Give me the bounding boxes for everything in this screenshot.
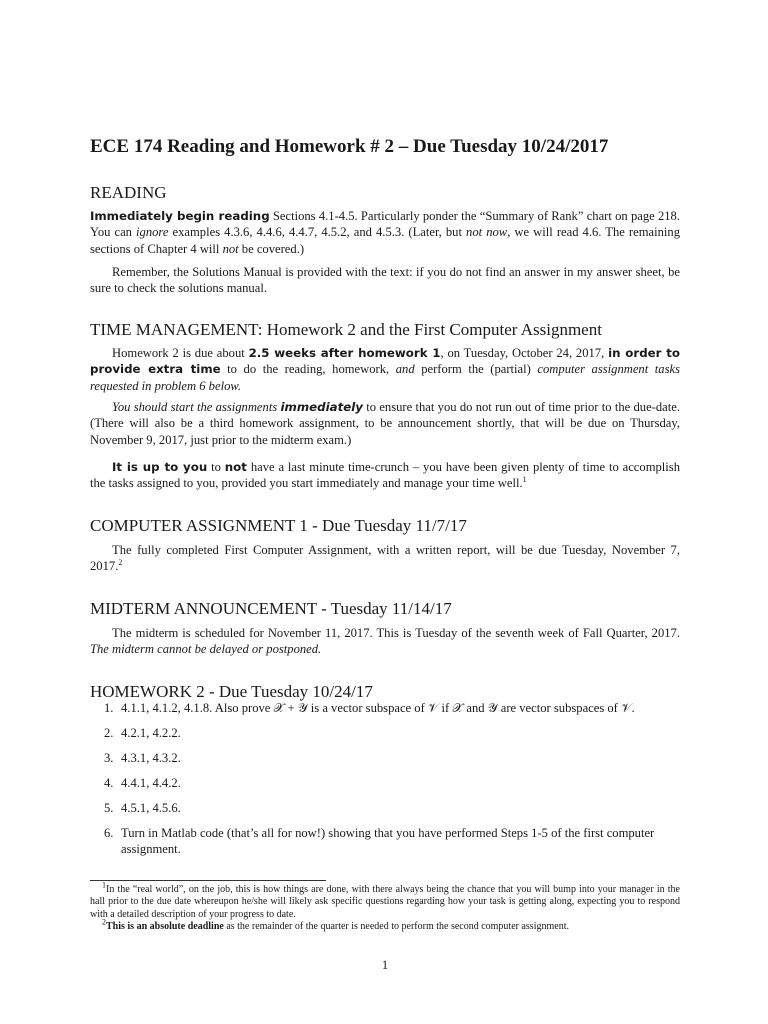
- list-item: [90, 700, 680, 716]
- item-text: Turn in Matlab code (that’s all for now!) showing that you have performed Steps 1-5 of the first computer assignment.: [121, 826, 655, 857]
- time-bold-4: It is up to you: [112, 460, 208, 474]
- footnote-2-bold: This is an absolute deadline: [106, 921, 224, 932]
- footnote-ref-1: 1: [522, 475, 527, 485]
- midterm-text: The midterm is scheduled for November 11, 2017. This is Tuesday of the seventh week of Fall Quarter, 2017.: [112, 626, 680, 640]
- time-text-1: Homework 2 is due about: [112, 346, 249, 360]
- item-number: 6.: [104, 826, 114, 840]
- list-item: [90, 825, 680, 858]
- reading-paragraph-1: [90, 208, 680, 257]
- item-number: 2.: [104, 726, 114, 740]
- item-number: 5.: [104, 801, 114, 815]
- time-paragraph-3: [90, 459, 680, 492]
- reading-italic-3: not: [222, 241, 239, 256]
- reading-italic-1: ignore: [136, 225, 169, 240]
- midterm-heading: MIDTERM ANNOUNCEMENT - Tuesday 11/14/17: [90, 599, 452, 618]
- time-paragraph-1: [90, 345, 680, 394]
- midterm-italic: The midterm cannot be delayed or postponed.: [90, 642, 322, 657]
- footnote-mark-2: 2: [102, 917, 106, 927]
- reading-paragraph-2: Remember, the Solutions Manual is provided with the text: if you do not find an answer in my answer sheet, be sure to check the solutions manual.: [90, 265, 680, 296]
- time-text-5: to ensure that you do not run out of time prior to the due-date. (There will also be a third homework assignment, to be announcement shortly, that will be due on Thursday, November 9, 2017, just prior to the midterm exam.): [90, 400, 681, 447]
- time-bold-1: 2.5 weeks after homework 1: [248, 346, 441, 360]
- list-item: [90, 725, 680, 741]
- footnote-2: [90, 917, 680, 933]
- time-text-7: have a last minute time-crunch – you have been given plenty of time to accomplish the tasks assigned to you, provided you start immediately and manage your time well.: [90, 460, 680, 491]
- reading-text-2: examples 4.3.6, 4.4.6, 4.4.7, 4.5.2, and 4.5.3. (Later, but: [168, 225, 467, 240]
- item-text: 4.4.1, 4.4.2.: [121, 776, 181, 790]
- footnote-divider: [90, 880, 326, 881]
- time-text-4: perform the (partial): [414, 362, 538, 377]
- time-text-2: , on Tuesday, October 24, 2017,: [440, 346, 609, 360]
- footnote-2-text: as the remainder of the quarter is needed to perform the second computer assignment.: [223, 921, 569, 932]
- item-text: 4.2.1, 4.2.2.: [121, 726, 181, 740]
- list-item: [90, 775, 680, 791]
- item-text: 4.1.1, 4.1.2, 4.1.8. Also prove 𝒳 + 𝒴 is a vector subspace of 𝒱 if 𝒳 and 𝒴 are vector subspaces of 𝒱.: [121, 701, 635, 715]
- reading-text-4: be covered.): [238, 241, 305, 256]
- time-italic-3: You should start the assignments: [112, 400, 281, 414]
- time-italic-1: and: [395, 362, 415, 377]
- computer-paragraph: [90, 542, 680, 575]
- homework-heading: HOMEWORK 2 - Due Tuesday 10/24/17: [90, 682, 373, 701]
- reading-heading: READING: [90, 183, 167, 202]
- item-number: 1.: [104, 701, 114, 715]
- reading-text-3: , we will read 4.6. The remaining sections of Chapter 4 will: [90, 225, 680, 256]
- reading-bold: Immediately begin reading: [90, 209, 270, 223]
- footnote-1-text: In the “real world”, on the job, this is how things are done, with there always being the chance that you will bump into your manager in the hall prior to the due date whereupon he/she will likely ask specific questions regarding how your task is getting along, expecting you to respond with a detailed description of your progress to date.: [90, 884, 680, 920]
- item-number: 4.: [104, 776, 114, 790]
- homework-list: [90, 700, 680, 866]
- page-title: ECE 174 Reading and Homework # 2 – Due Tuesday 10/24/2017: [90, 136, 609, 157]
- computer-assignment-heading: COMPUTER ASSIGNMENT 1 - Due Tuesday 11/7/17: [90, 516, 467, 535]
- time-text-6: to: [207, 460, 225, 474]
- time-management-heading: TIME MANAGEMENT: Homework 2 and the First Computer Assignment: [90, 320, 602, 339]
- footnote-mark-1: 1: [102, 880, 106, 890]
- time-paragraph-2: [90, 399, 680, 448]
- list-item: [90, 800, 680, 816]
- page-number: 1: [381, 958, 389, 972]
- computer-text: The fully completed First Computer Assignment, with a written report, will be due Tuesday, November 7, 2017.: [90, 543, 680, 574]
- item-text: 4.3.1, 4.3.2.: [121, 751, 181, 765]
- time-text-3: to do the reading, homework,: [220, 362, 396, 377]
- time-bold-3: immediately: [280, 400, 363, 414]
- midterm-paragraph: [90, 625, 680, 658]
- reading-text-1: Sections 4.1-4.5. Particularly ponder the “Summary of Rank” chart on page 218. You can: [90, 209, 681, 240]
- item-text: 4.5.1, 4.5.6.: [121, 801, 181, 815]
- footnote-ref-2: 2: [118, 558, 123, 568]
- item-number: 3.: [104, 751, 114, 765]
- time-bold-2: in order to provide extra time: [90, 346, 680, 377]
- list-item: [90, 750, 680, 766]
- reading-italic-2: not now: [466, 225, 508, 240]
- footnote-1: [90, 880, 680, 921]
- time-italic-2: computer assignment tasks requested in problem 6 below.: [90, 362, 680, 393]
- time-bold-5: not: [224, 460, 247, 474]
